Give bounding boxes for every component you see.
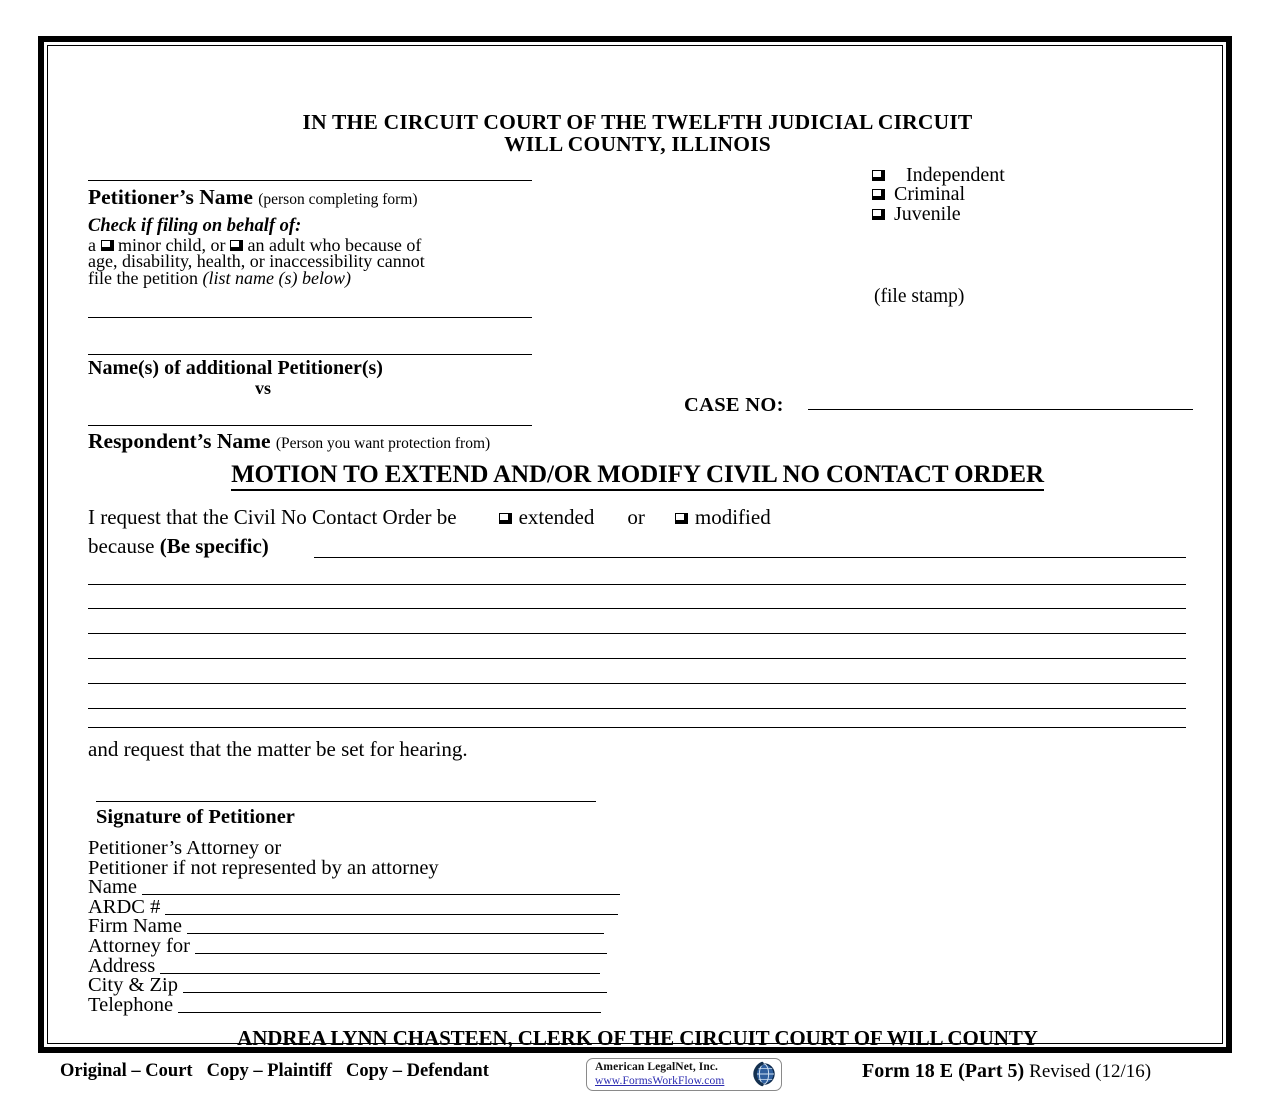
behalf-line-3 (88, 267, 518, 288)
because-prefix-text: because (88, 534, 155, 558)
footer-copy-defendant: Copy – Defendant (345, 1061, 489, 1081)
be-specific-text: (Be specific) (159, 534, 269, 558)
vs-label: vs (254, 378, 271, 398)
attorney-field-attorney-for (88, 934, 648, 957)
request-prefix-text: I request that the Civil No Contact Order be (88, 505, 457, 529)
attorney-field-name (88, 878, 648, 898)
attorney-field-attorney-for-input[interactable] (195, 939, 607, 954)
attorney-field-attorney-for-label: Attorney for (88, 934, 190, 957)
case-type-label-independent: Independent (906, 164, 1005, 186)
form-number-footer (862, 1060, 1151, 1083)
attorney-field-address-label: Address (88, 954, 156, 977)
case-number-rule[interactable] (808, 409, 1193, 410)
request-statement-line (88, 505, 771, 530)
juvenile-checkbox[interactable] (872, 209, 885, 220)
petitioner-name-text: Petitioner’s Name (88, 185, 253, 209)
case-number-label: CASE NO: (684, 394, 784, 416)
court-heading-line-1: IN THE CIRCUIT COURT OF THE TWELFTH JUDICIAL CIRCUIT (302, 110, 973, 134)
behalf-line-3-prefix: file the petition (88, 267, 198, 288)
explanation-rule-5[interactable] (88, 683, 1186, 684)
form-number-text: Form 18 E (Part 5) (862, 1060, 1025, 1082)
additional-petitioner-rule-1[interactable] (88, 317, 532, 318)
signature-label: Signature of Petitioner (96, 806, 295, 828)
closing-statement: and request that the matter be set for hearing. (88, 737, 468, 761)
attorney-field-ardc-input[interactable] (165, 900, 618, 915)
attorney-field-city-zip-label: City & Zip (88, 974, 178, 997)
independent-checkbox[interactable] (872, 170, 885, 181)
because-input-rule[interactable] (314, 557, 1186, 558)
legalnet-company-name: American LegalNet, Inc. (595, 1061, 719, 1073)
attorney-field-firm-input[interactable] (187, 919, 604, 934)
extended-checkbox[interactable] (499, 513, 512, 524)
attorney-field-ardc-label: ARDC # (88, 895, 161, 918)
attorney-information-block (88, 839, 648, 1015)
behalf-heading: Check if filing on behalf of: (88, 216, 302, 236)
explanation-rule-2[interactable] (88, 608, 1186, 609)
attorney-field-telephone-label: Telephone (88, 993, 174, 1016)
behalf-line-1-middle: minor child, or (118, 235, 226, 256)
attorney-field-name-label: Name (88, 876, 137, 899)
because-line (88, 534, 269, 559)
form-revised-text: Revised (12/16) (1029, 1061, 1152, 1082)
option-extended-label: extended (518, 505, 595, 529)
court-heading-line-2: WILL COUNTY, ILLINOIS (504, 132, 771, 156)
attorney-heading-line-1: Petitioner’s Attorney or (88, 837, 282, 859)
petitioner-name-label (88, 185, 417, 210)
motion-title-text: MOTION TO EXTEND AND/OR MODIFY CIVIL NO CONTACT ORDER (231, 461, 1044, 491)
attorney-field-city-zip-input[interactable] (183, 978, 607, 993)
explanation-rule-3[interactable] (88, 633, 1186, 634)
additional-petitioners-label: Name(s) of additional Petitioner(s) (88, 357, 383, 379)
american-legalnet-badge[interactable] (586, 1058, 782, 1091)
attorney-field-telephone-input[interactable] (178, 998, 601, 1013)
footer-copy-plaintiff: Copy – Plaintiff (206, 1061, 332, 1081)
case-type-label-criminal: Criminal (894, 183, 966, 206)
attorney-field-name-input[interactable] (142, 880, 620, 895)
additional-petitioner-rule-2[interactable] (88, 354, 532, 355)
attorney-field-telephone (88, 993, 648, 1016)
case-type-row-juvenile[interactable] (872, 202, 1005, 225)
attorney-field-address-input[interactable] (160, 959, 600, 974)
modified-checkbox[interactable] (675, 513, 688, 524)
respondent-name-rule[interactable] (88, 425, 532, 426)
motion-title (0, 461, 1275, 489)
attorney-field-firm-label: Firm Name (88, 915, 182, 938)
explanation-rule-7[interactable] (88, 727, 1186, 728)
behalf-line-2: age, disability, health, or inaccessibility cannot (88, 251, 425, 272)
filing-on-behalf-block (88, 218, 518, 286)
criminal-checkbox[interactable] (872, 189, 885, 200)
case-type-checkbox-group (872, 166, 1005, 224)
minor-child-checkbox[interactable] (101, 240, 114, 251)
explanation-rule-4[interactable] (88, 658, 1186, 659)
signature-rule[interactable] (96, 801, 596, 802)
respondent-name-hint: (Person you want protection from) (275, 435, 491, 452)
footer-copy-original: Original – Court (60, 1061, 193, 1081)
option-modified-label: modified (694, 505, 771, 529)
petitioner-name-hint: (person completing form) (258, 191, 418, 208)
adult-checkbox[interactable] (230, 240, 243, 251)
case-type-label-juvenile: Juvenile (894, 202, 961, 225)
respondent-name-label (88, 429, 490, 454)
behalf-line-3-hint: (list name (s) below) (202, 267, 351, 288)
explanation-rule-1[interactable] (88, 584, 1186, 585)
file-stamp-label: (file stamp) (874, 286, 965, 307)
respondent-name-text: Respondent’s Name (88, 429, 271, 453)
petitioner-name-rule[interactable] (88, 180, 532, 181)
behalf-line-1-suffix: an adult who because of (247, 235, 422, 256)
globe-icon (749, 1061, 777, 1089)
explanation-rule-6[interactable] (88, 708, 1186, 709)
behalf-line-1-prefix: a (88, 235, 96, 256)
footer-distribution-copies (60, 1061, 489, 1082)
attorney-heading-line-2: Petitioner if not represented by an attorney (88, 856, 439, 879)
clerk-of-court-line: ANDREA LYNN CHASTEEN, CLERK OF THE CIRCUIT COURT OF WILL COUNTY (237, 1026, 1038, 1050)
option-or-label: or (627, 505, 645, 529)
legalnet-url-link[interactable]: www.FormsWorkFlow.com (595, 1075, 725, 1087)
